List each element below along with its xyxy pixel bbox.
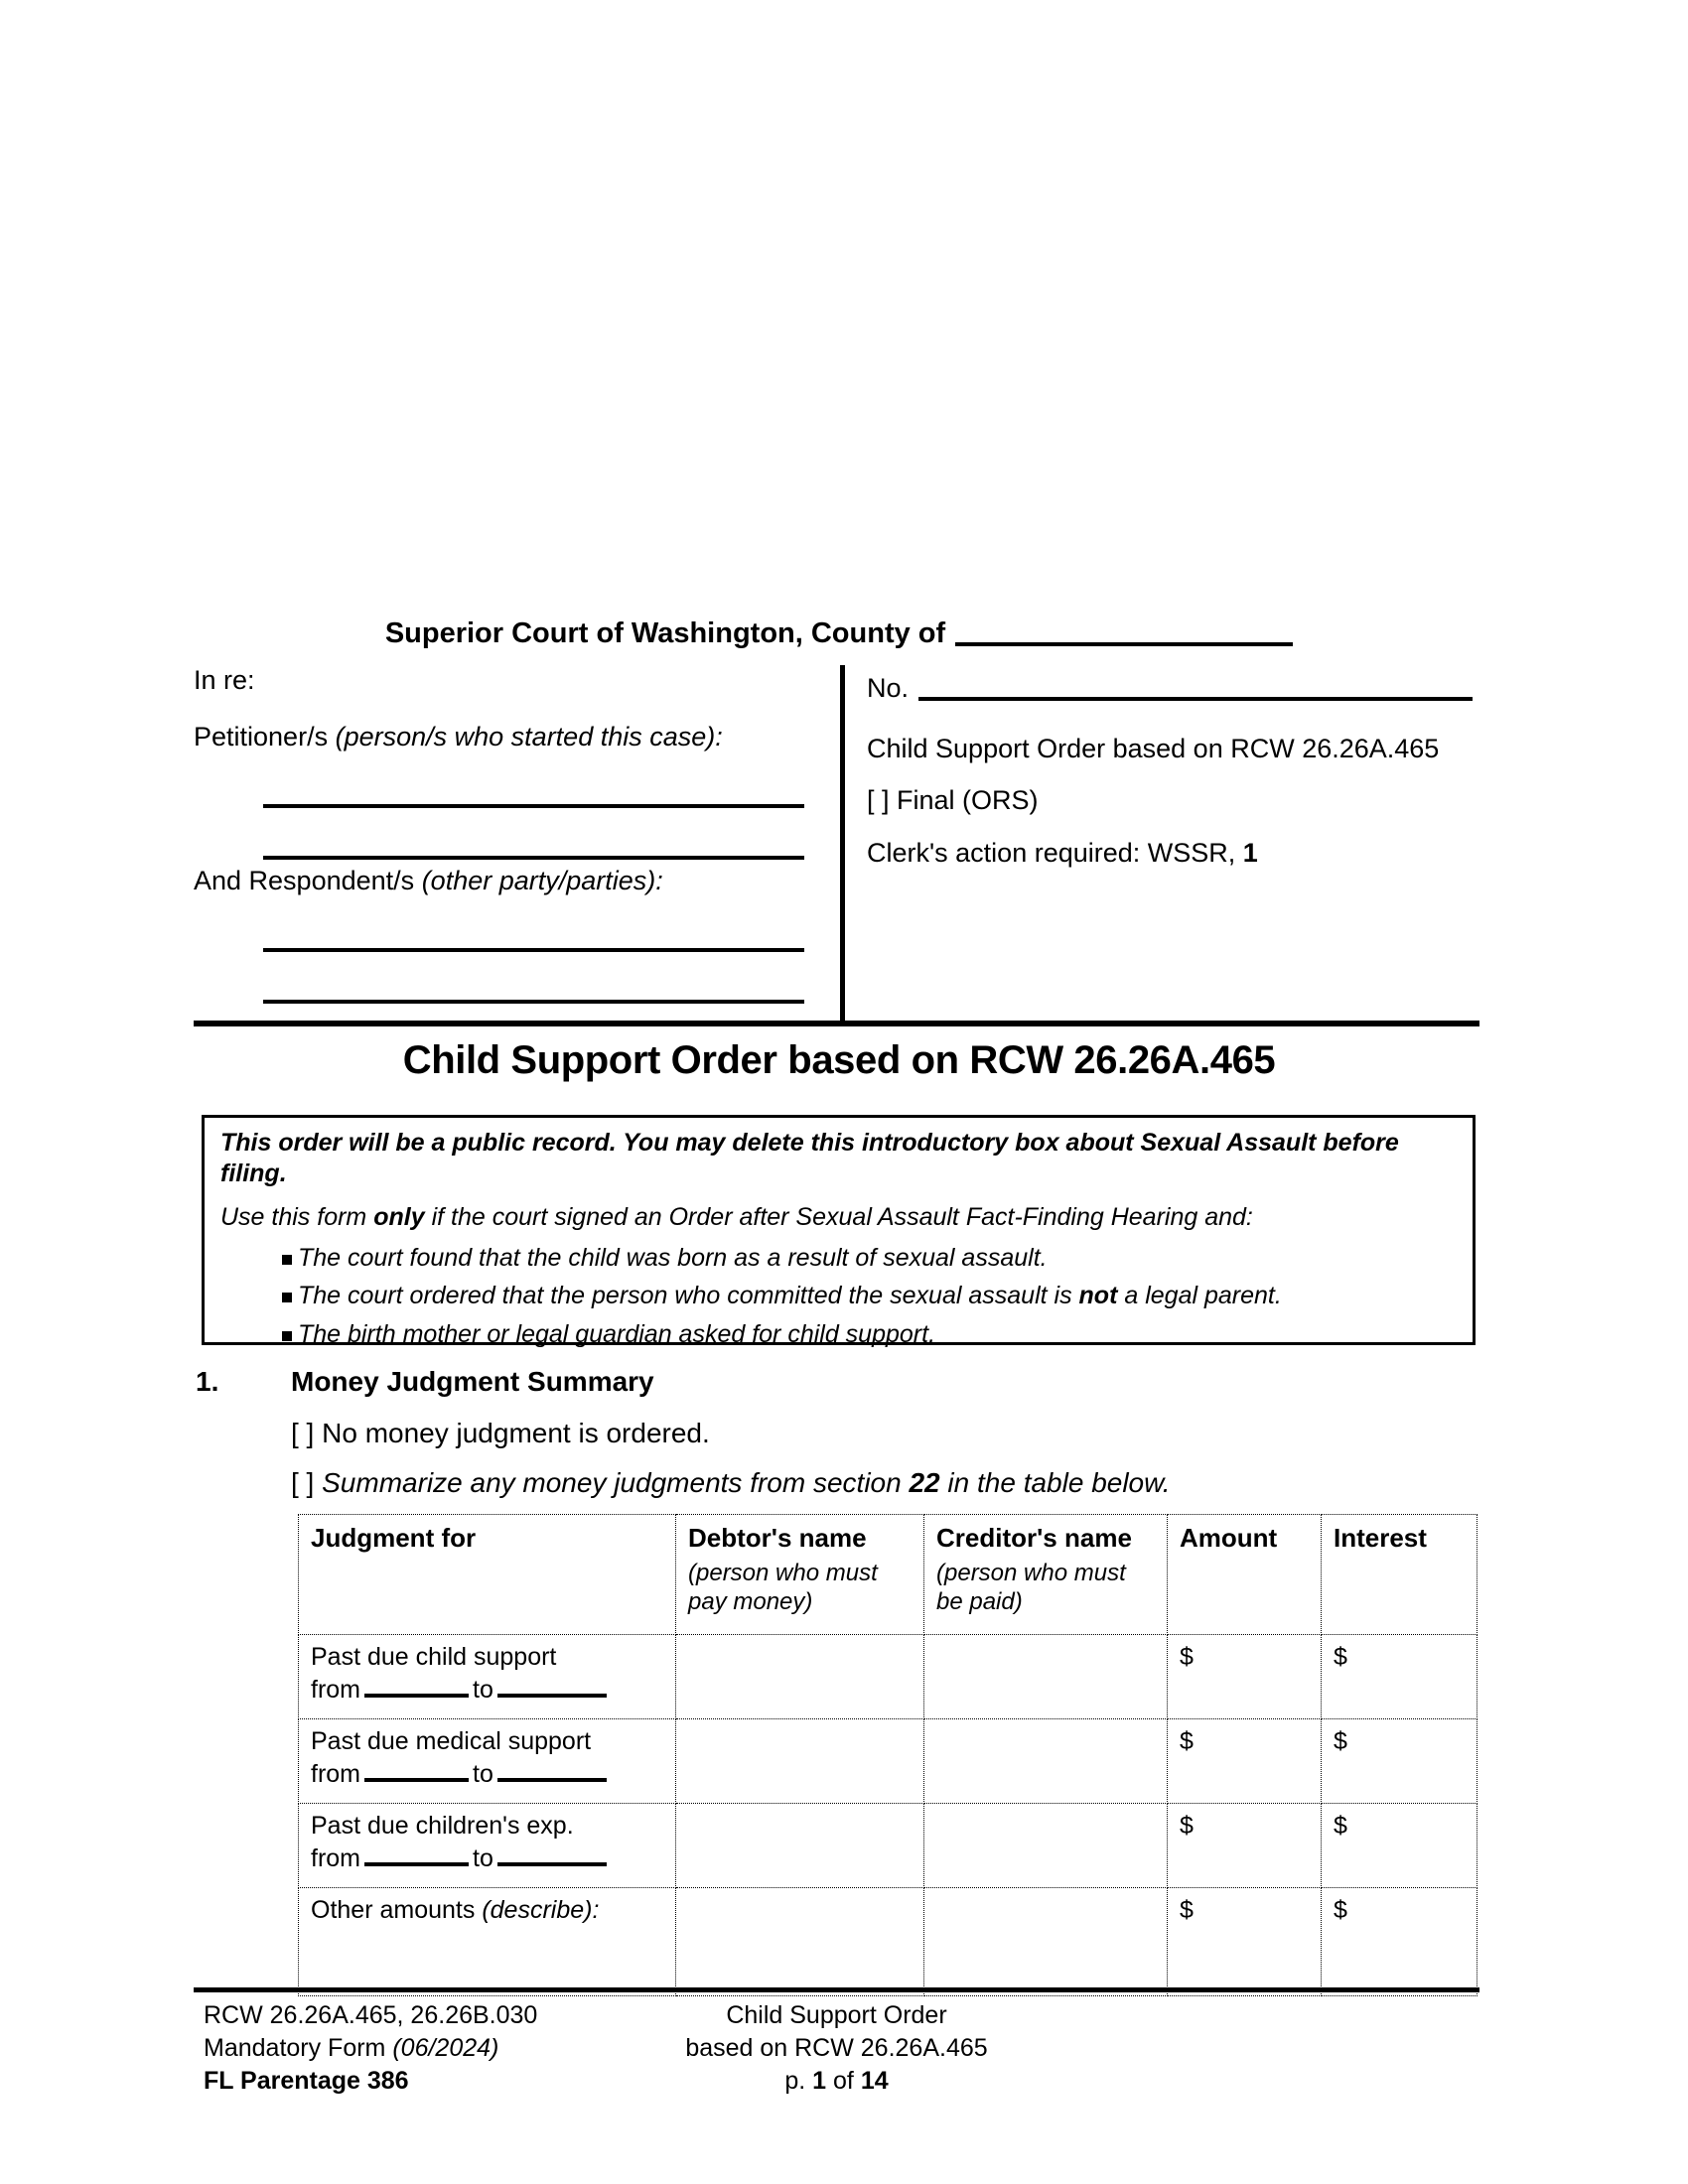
clerk-action-label: Clerk's action required: WSSR, [867, 837, 1236, 868]
table-row [299, 1719, 1477, 1804]
row-date-range [311, 1676, 665, 1705]
row-date-range [311, 1844, 665, 1873]
summarize-checkbox[interactable]: [ ] [291, 1467, 315, 1498]
from-word: from [311, 1675, 360, 1704]
sexual-assault-notice-box [202, 1115, 1476, 1348]
page-prefix: p. [784, 2067, 806, 2095]
respondent-label [194, 860, 829, 896]
cell-creditor-name[interactable] [924, 1888, 1168, 1996]
page-title: Child Support Order based on RCW 26.26A.465 [402, 1038, 1276, 1082]
notice-bullet-suffix: a legal parent. [1124, 1282, 1282, 1310]
cell-interest[interactable]: $ [1322, 1888, 1477, 1996]
notice-bullet-prefix: The court found that the child was born as a result of sexual assault. [298, 1243, 1048, 1272]
cell-debtor-name[interactable] [676, 1635, 924, 1719]
column-header-debtor-name [676, 1515, 924, 1635]
column-header-amount [1168, 1515, 1322, 1635]
square-bullet-icon [282, 1293, 292, 1302]
cell-amount[interactable]: $ [1168, 1804, 1322, 1888]
page-number: 1 [812, 2067, 827, 2095]
cell-amount[interactable]: $ [1168, 1719, 1322, 1804]
table-row [299, 1888, 1477, 1996]
notice-bullet-bold: not [1078, 1282, 1118, 1310]
column-header-title: Amount [1180, 1523, 1278, 1553]
footer-divider [194, 1987, 1479, 1992]
county-blank-field[interactable] [955, 642, 1293, 646]
notice-bullet-prefix: The court ordered that the person who committed the sexual assault is [298, 1282, 1072, 1310]
to-word: to [473, 1759, 493, 1788]
notice-subtext [220, 1202, 1457, 1233]
cell-amount[interactable]: $ [1168, 1635, 1322, 1719]
row-label-past-due-medical-support [299, 1719, 676, 1804]
caption-bottom-rule [194, 1021, 1479, 1026]
row-label-past-due-childrens-expenses [299, 1804, 676, 1888]
case-caption-block [194, 663, 1479, 1023]
cell-creditor-name[interactable] [924, 1804, 1168, 1888]
column-header-title: Debtor's name [688, 1523, 867, 1553]
cell-creditor-name[interactable] [924, 1635, 1168, 1719]
from-word: from [311, 1843, 360, 1872]
cell-debtor-name[interactable] [676, 1804, 924, 1888]
page-footer [194, 1999, 1479, 2109]
summarize-judgments-checkbox-option[interactable] [291, 1467, 1171, 1499]
clerk-action-required [867, 836, 1473, 871]
section-1-title: Money Judgment Summary [291, 1366, 654, 1397]
notice-bullet-list [220, 1243, 1457, 1350]
cell-debtor-name[interactable] [676, 1888, 924, 1996]
caption-case-type: Child Support Order based on RCW 26.26A.465 [867, 733, 1440, 763]
table-row [299, 1635, 1477, 1719]
petitioner-label [194, 700, 829, 752]
caption-vertical-divider [840, 665, 845, 1021]
money-judgment-table [298, 1514, 1477, 1996]
notice-sub-bold: only [373, 1202, 425, 1231]
petitioner-label-text: Petitioner/s [194, 722, 329, 751]
row-label-text: Past due medical support [311, 1727, 592, 1755]
footer-left [204, 1999, 537, 2098]
cell-amount[interactable]: $ [1168, 1888, 1322, 1996]
to-date-field[interactable] [497, 1694, 607, 1698]
page-of-word: of [833, 2067, 854, 2095]
summarize-prefix: Summarize any money judgments from section [322, 1467, 902, 1498]
column-header-title: Judgment for [311, 1523, 477, 1553]
court-header-text: Superior Court of Washington, County of [384, 617, 946, 649]
respondent-name-field-2[interactable] [263, 952, 804, 1004]
footer-form-type [204, 2032, 537, 2065]
from-date-field[interactable] [364, 1778, 469, 1782]
cell-creditor-name[interactable] [924, 1719, 1168, 1804]
case-number-row [867, 671, 1473, 706]
footer-form-label: Mandatory Form [204, 2034, 386, 2062]
list-item [220, 1319, 1457, 1350]
row-label-text: Other amounts [311, 1896, 476, 1924]
row-label-past-due-child-support [299, 1635, 676, 1719]
column-header-title: Interest [1334, 1523, 1427, 1553]
summarize-suffix: in the table below. [947, 1467, 1171, 1498]
footer-center-line-2: based on RCW 26.26A.465 [685, 2034, 988, 2062]
case-number-field[interactable] [918, 697, 1473, 701]
respondent-label-text: And Respondent/s [194, 866, 415, 895]
table-header-row [299, 1515, 1477, 1635]
column-header-judgment-for [299, 1515, 676, 1635]
court-header [194, 601, 1484, 650]
footer-form-revision-date: (06/2024) [392, 2034, 499, 2062]
cell-interest[interactable]: $ [1322, 1804, 1477, 1888]
table-row [299, 1804, 1477, 1888]
no-money-judgment-checkbox-option[interactable]: [ ] No money judgment is ordered. [291, 1418, 710, 1448]
cell-debtor-name[interactable] [676, 1719, 924, 1804]
notice-sub-prefix: Use this form [220, 1202, 367, 1231]
final-ors-checkbox-option[interactable]: [ ] Final (ORS) [867, 785, 1039, 816]
from-date-field[interactable] [364, 1862, 469, 1866]
footer-form-number [204, 2065, 537, 2098]
page-total: 14 [860, 2067, 889, 2095]
caption-case-info [867, 671, 1473, 887]
caption-parties [194, 663, 829, 1004]
in-re-label: In re: [194, 665, 255, 695]
row-label-describe-note: (describe): [482, 1896, 600, 1924]
from-date-field[interactable] [364, 1694, 469, 1698]
column-header-title: Creditor's name [936, 1523, 1132, 1553]
to-word: to [473, 1675, 493, 1704]
column-header-subtitle: (person who must be paid) [936, 1560, 1126, 1615]
case-number-label: No. [867, 673, 910, 703]
notice-lead-text: This order will be a public record. You may delete this introductory box about Sexual Assault before filing. [220, 1129, 1399, 1188]
row-label-text: Past due child support [311, 1643, 557, 1671]
square-bullet-icon [282, 1331, 292, 1341]
to-word: to [473, 1843, 493, 1872]
to-date-field[interactable] [497, 1862, 607, 1866]
list-item [220, 1243, 1457, 1274]
notice-sub-suffix: if the court signed an Order after Sexual Assault Fact-Finding Hearing and: [431, 1202, 1253, 1231]
cell-interest[interactable]: $ [1322, 1719, 1477, 1804]
square-bullet-icon [282, 1255, 292, 1265]
respondent-name-field-1[interactable] [263, 900, 804, 952]
cell-interest[interactable]: $ [1322, 1635, 1477, 1719]
petitioner-name-field-1[interactable] [263, 756, 804, 808]
clerk-action-value: 1 [1242, 837, 1258, 868]
to-date-field[interactable] [497, 1778, 607, 1782]
row-label-text: Past due children's exp. [311, 1812, 574, 1840]
footer-form-number-text: FL Parentage 386 [204, 2067, 409, 2095]
notice-bullet-prefix: The birth mother or legal guardian asked for child support. [298, 1319, 936, 1348]
footer-rcw-citation: RCW 26.26A.465, 26.26B.030 [204, 2001, 538, 2029]
petitioner-name-field-2[interactable] [263, 808, 804, 860]
column-header-interest [1322, 1515, 1477, 1635]
column-header-creditor-name [924, 1515, 1168, 1635]
column-header-subtitle: (person who must pay money) [688, 1560, 878, 1615]
respondent-note: (other party/parties): [421, 866, 663, 895]
list-item [220, 1281, 1457, 1311]
from-word: from [311, 1759, 360, 1788]
row-label-other-amounts [299, 1888, 676, 1996]
summarize-section-ref: 22 [909, 1467, 940, 1498]
row-date-range [311, 1760, 665, 1789]
footer-center-line-1: Child Support Order [726, 2001, 947, 2029]
section-1-number: 1. [196, 1366, 219, 1397]
petitioner-note: (person/s who started this case): [335, 722, 723, 751]
